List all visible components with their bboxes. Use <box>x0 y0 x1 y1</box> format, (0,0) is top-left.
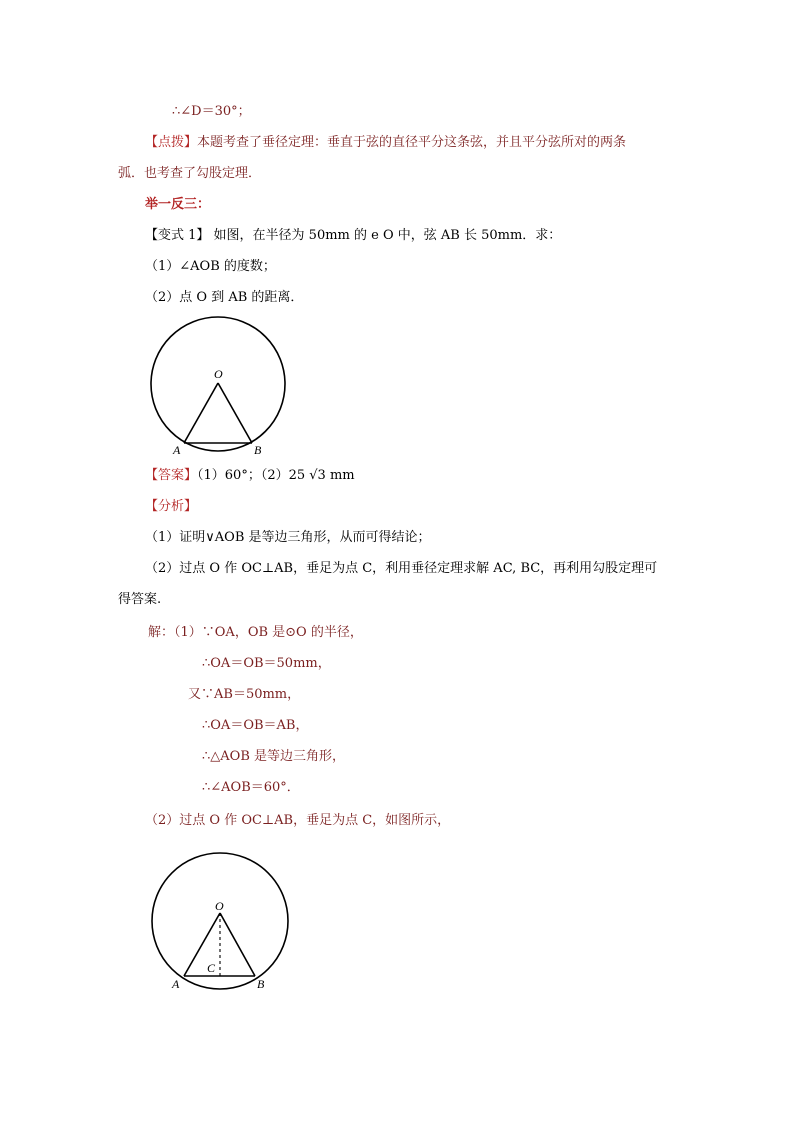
circle-figure-2 <box>145 851 295 1001</box>
answer-line <box>145 467 355 485</box>
label-b: B <box>254 443 262 457</box>
solution-line-4: ∴OA＝OB＝AB， <box>202 718 309 733</box>
tip-text-cont: 弧．也考查了勾股定理． <box>118 166 262 181</box>
answer-label: 【答案】 <box>145 468 198 483</box>
tip-paragraph <box>145 134 626 152</box>
label-o: O <box>214 367 223 381</box>
question-part-1: （1）∠AOB 的度数； <box>145 259 276 274</box>
solution-part-2: （2）过点 O 作 OC⊥AB，垂足为点 C，如图所示， <box>145 813 451 828</box>
circle-figure-1 <box>145 313 290 461</box>
label-o: O <box>215 899 224 913</box>
solution-line-2: ∴OA＝OB＝50mm， <box>202 656 331 671</box>
answer-text: （1）60°；（2）25 √3 mm <box>197 468 355 483</box>
solution-line-5: ∴△AOB 是等边三角形， <box>202 749 346 764</box>
segment-ob <box>218 383 252 443</box>
conclusion-line: ∴∠D＝30°； <box>172 104 251 119</box>
label-a: A <box>173 443 181 457</box>
solution-line-1: 解：（1）∵OA，OB 是⊙O 的半径， <box>148 625 363 640</box>
analysis-part-2-cont: 得答案. <box>118 592 162 607</box>
section-heading: 举一反三： <box>145 197 211 212</box>
label-b: B <box>257 977 265 991</box>
question-part-2: （2）点 O 到 AB 的距离． <box>145 290 304 305</box>
tip-text: 本题考查了垂径定理：垂直于弦的直径平分这条弦，并且平分弦所对的两条 <box>197 135 627 150</box>
analysis-part-1: （1）证明∨AOB 是等边三角形，从而可得结论； <box>145 530 431 545</box>
segment-ob <box>220 913 255 976</box>
analysis-label: 【分析】 <box>145 499 198 514</box>
tip-label: 【点拨】 <box>145 135 198 150</box>
solution-line-3: 又∵AB＝50mm， <box>188 687 301 702</box>
solution-line-6: ∴∠AOB＝60°． <box>202 780 300 795</box>
analysis-part-2: （2）过点 O 作 OC⊥AB，垂足为点 C，利用垂径定理求解 AC, BC，再利用勾股定理可 <box>145 561 658 576</box>
label-a: A <box>172 977 180 991</box>
label-c: C <box>207 961 216 975</box>
variant-question: 【变式 1】 如图，在半径为 50mm 的 e O 中，弦 AB 长 50mm．求： <box>145 228 562 243</box>
segment-oa <box>184 383 218 443</box>
